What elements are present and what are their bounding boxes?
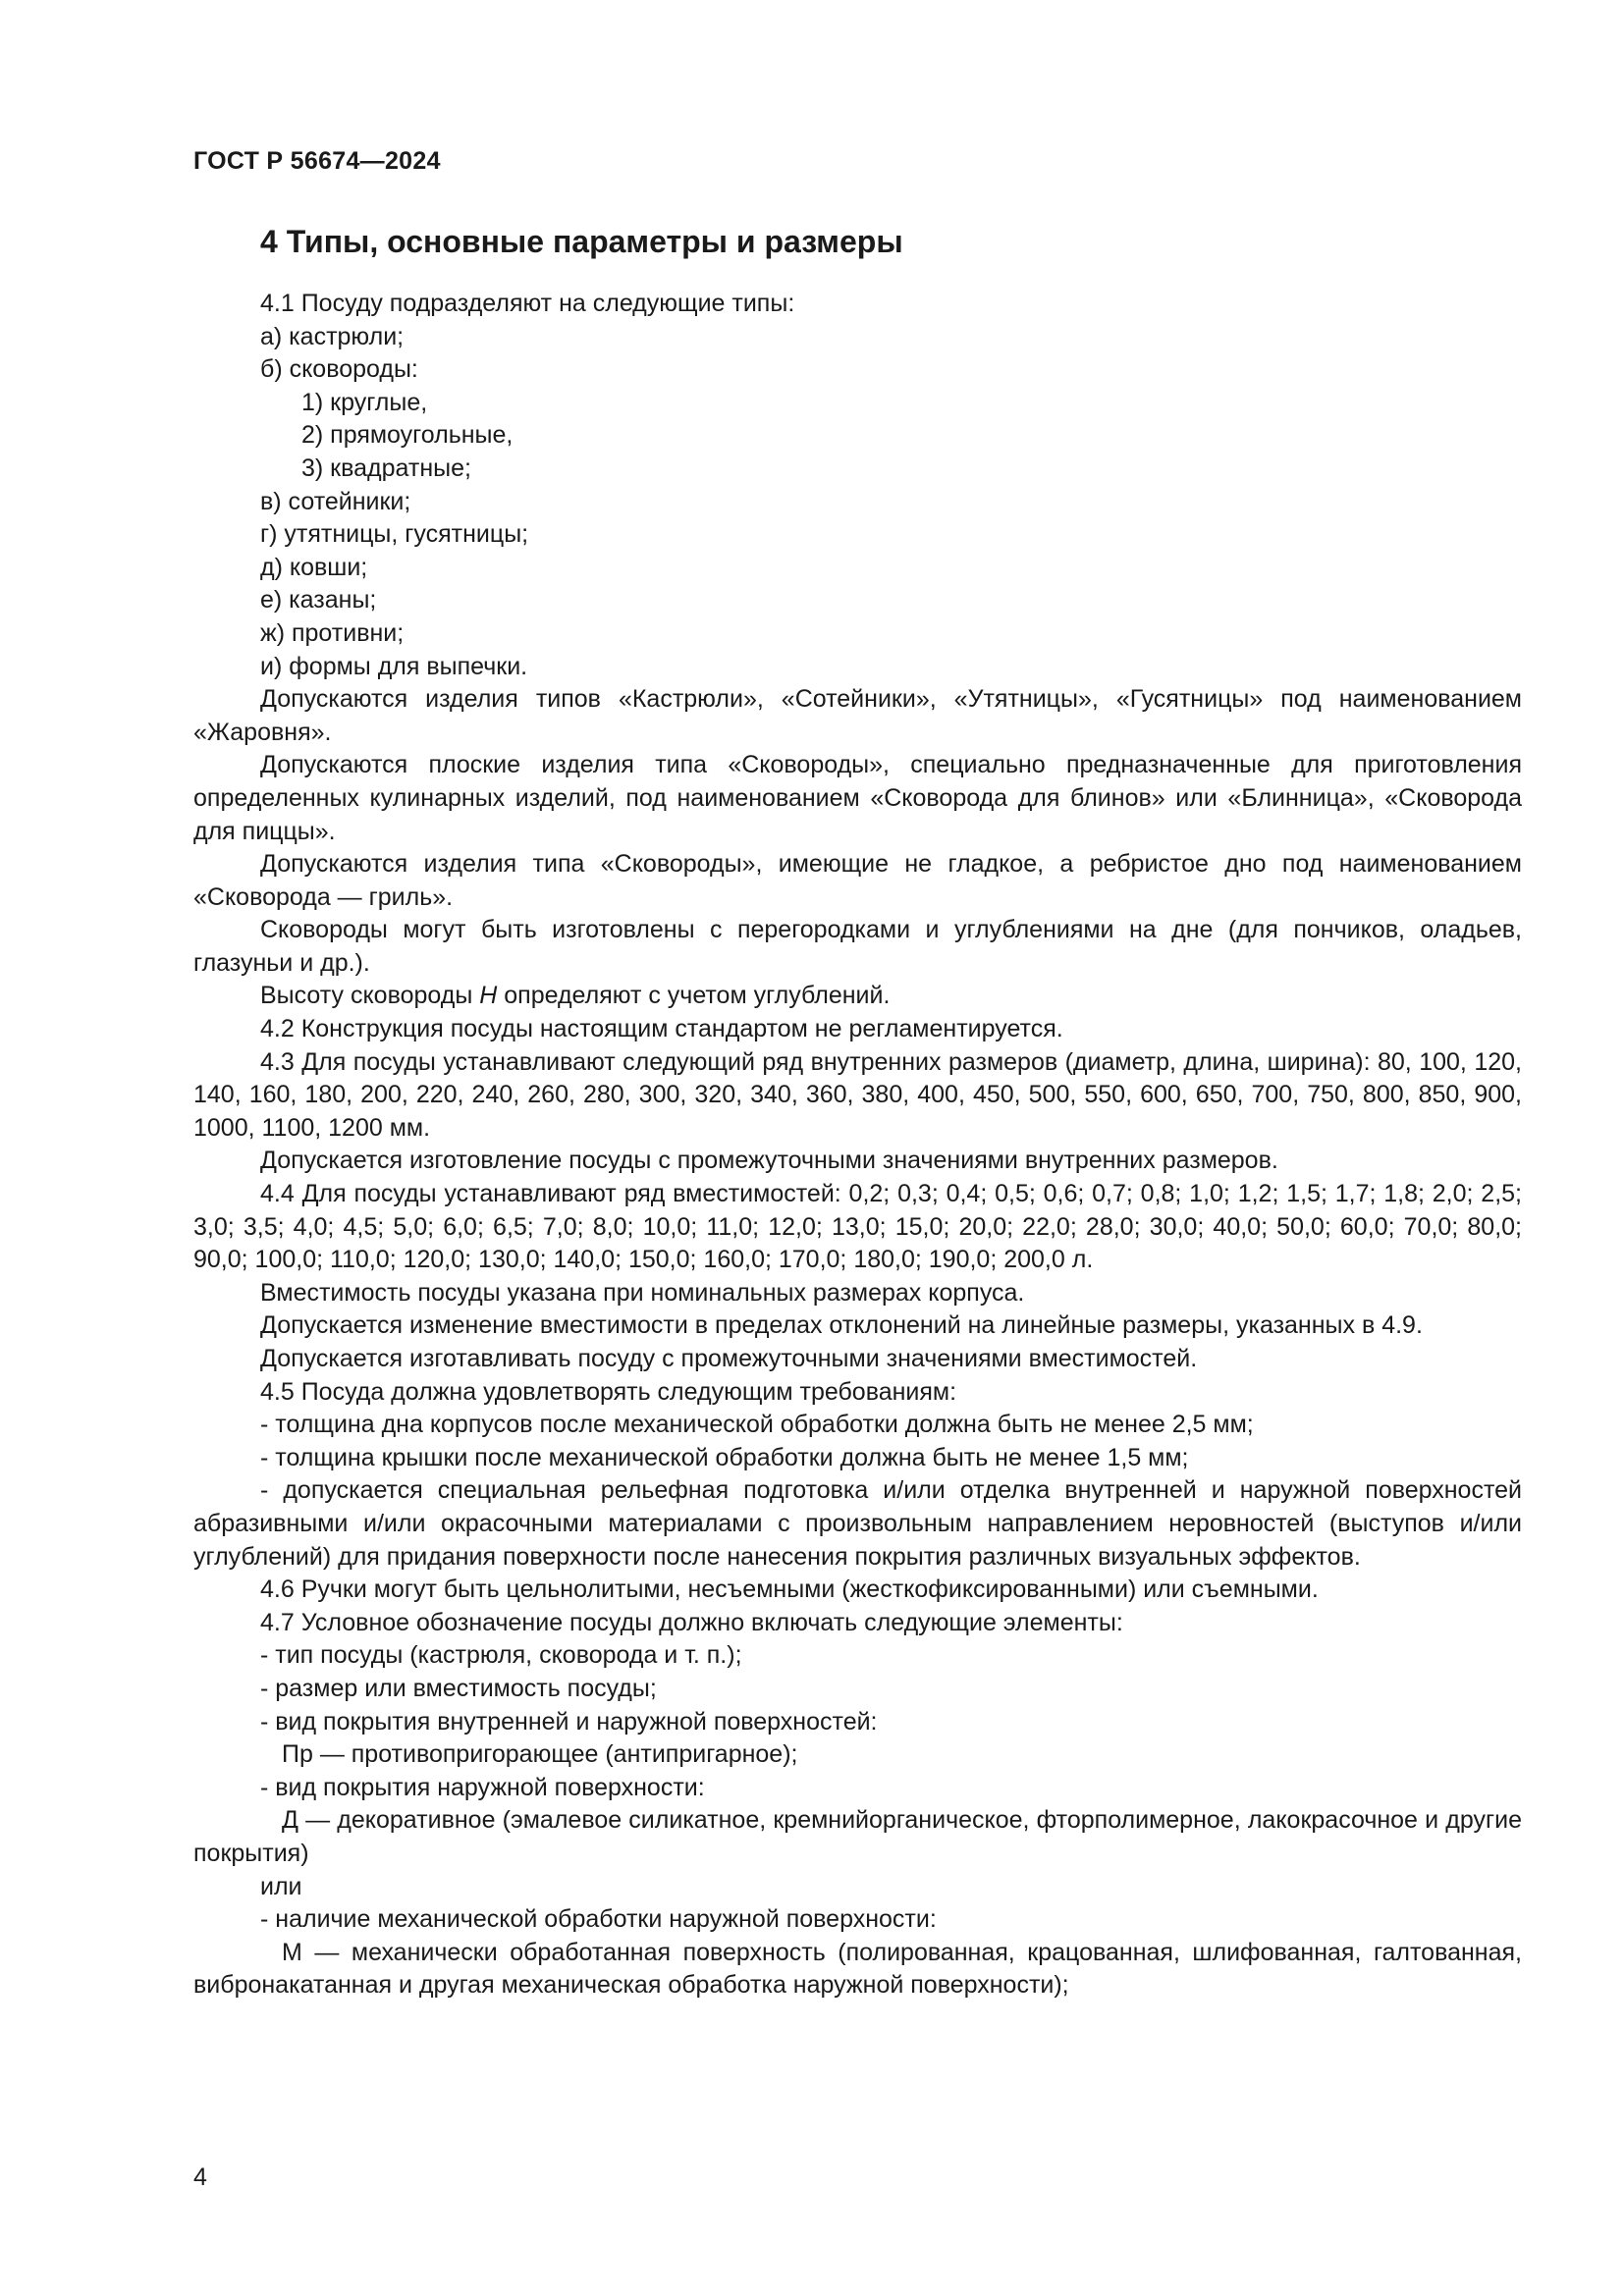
paragraph-height [193,980,1522,1013]
paragraph-4-1: 4.1 Посуду подразделяют на следующие типы: [260,290,795,317]
document-body [193,288,1522,2002]
paragraph-intermediate-sizes: Допускается изготовление посуды с промежуточными значениями внутренних размеров. [260,1147,1278,1175]
designation-item-machining: - наличие механической обработки наружной поверхности: [260,1905,937,1934]
list-item-b: б) сковороды: [260,355,418,384]
list-item-d: д) ковши; [260,553,368,581]
designation-item-outer-coating: - вид покрытия наружной поверхности: [260,1773,705,1801]
paragraph-4-5: 4.5 Посуда должна удовлетворять следующим требованиям: [260,1377,957,1406]
paragraph-4-2: 4.2 Конструкция посуды настоящим стандартом не регламентируется. [260,1015,1063,1043]
paragraph-4-3: 4.3 Для посуды устанавливают следующий ряд внутренних размеров (диаметр, длина, ширина): 80, 100, 120, 140, 160, 180, 200, 220, 240, 260, 280, 300, 320, 340, 360, 380, 400, 450, 500, 550, 600, 650, 700, 750, 800, 850, 900, 1000, 1100, 1200 мм. [193,1047,1522,1142]
list-item-a: а) кастрюли; [260,322,405,350]
machining-code-m: М — механически обработанная поверхность (полированная, крацованная, шлифованная, галтованная, вибронакатанная и другая механическая обработка наружной поверхности); [193,1938,1522,2000]
requirement-bottom-thickness: - толщина дна корпусов после механической обработки должна быть не менее 2,5 мм; [260,1411,1254,1439]
paragraph-4-7: 4.7 Условное обозначение посуды должно включать следующие элементы: [260,1608,1123,1636]
height-symbol: H [479,982,498,1010]
list-item-i: и) формы для выпечки. [260,652,528,680]
sublist-item-2: 2) прямоугольные, [301,421,514,450]
paragraph-4-6: 4.6 Ручки могут быть цельнолитыми, несъемными (жесткофиксированными) или съемными. [260,1575,1319,1604]
height-text-end: определяют с учетом углублений. [504,982,891,1010]
paragraph-grill-pan: Допускаются изделия типа «Сковороды», имеющие не гладкое, а ребристое дно под наименованием «Сковорода — гриль». [193,850,1522,911]
list-item-zh: ж) противни; [260,618,405,647]
list-item-e: е) казаны; [260,586,377,614]
section-title: 4 Типы, основные параметры и размеры [260,224,903,259]
list-item-g: г) утятницы, гусятницы; [260,520,529,549]
paragraph-4-4: 4.4 Для посуды устанавливают ряд вместимостей: 0,2; 0,3; 0,4; 0,5; 0,6; 0,7; 0,8; 1,0; 1,2; 1,5; 1,7; 1,8; 2,0; 2,5; 3,0; 3,5; 4,0; 4,5; 5,0; 6,0; 6,5; 7,0; 8,0; 10,0; 11,0; 12,0; 13,0; 15,0; 20,0; 22,0; 28,0; 30,0; 40,0; 50,0; 60,0; 70,0; 80,0; 90,0; 100,0; 110,0; 120,0; 130,0; 140,0; 150,0; 160,0; 170,0; 180,0; 190,0; 200,0 л. [193,1180,1522,1274]
height-text-start: Высоту сковороды [260,982,473,1010]
paragraph-intermediate-capacities: Допускается изготавливать посуду с промежуточными значениями вместимостей. [260,1345,1198,1372]
conjunction-or: или [260,1872,302,1900]
sublist-item-3: 3) квадратные; [301,454,471,482]
designation-item-type: - тип посуды (кастрюля, сковорода и т. п.); [260,1641,742,1670]
page-number: 4 [193,2163,207,2191]
designation-item-coating: - вид покрытия внутренней и наружной поверхностей: [260,1707,878,1735]
document-code: ГОСТ Р 56674—2024 [193,147,441,175]
designation-item-size: - размер или вместимость посуды; [260,1674,657,1702]
coating-code-pr: Пр — противопригорающее (антипригарное); [282,1740,798,1769]
requirement-lid-thickness: - толщина крышки после механической обработки должна быть не менее 1,5 мм; [260,1443,1189,1471]
paragraph-capacity-deviation: Допускается изменение вместимости в пределах отклонений на линейные размеры, указанных в 4.9. [260,1311,1423,1340]
paragraph-flat-pans: Допускаются плоские изделия типа «Сковороды», специально предназначенные для приготовления определенных кулинарных изделий, под наименованием «Сковорода для блинов» или «Блинница», «Сковорода для пиццы». [193,751,1522,845]
paragraph-partitions: Сковороды могут быть изготовлены с перегородками и углублениями на дне (для пончиков, оладьев, глазуньи и др.). [193,916,1522,977]
paragraph-roaster: Допускаются изделия типов «Кастрюли», «Сотейники», «Утятницы», «Гусятницы» под наименованием «Жаровня». [193,685,1522,746]
requirement-surface-finish: - допускается специальная рельефная подготовка и/или отделка внутренней и наружной поверхностей абразивными и/или окрасочными материалами с произвольным направлением неровностей (выступов и/или углублений) для придания поверхности после нанесения покрытия различных визуальных эффектов. [193,1476,1522,1571]
sublist-item-1: 1) круглые, [301,388,428,416]
coating-code-d: Д — декоративное (эмалевое силикатное, кремнийорганическое, фторполимерное, лакокрасочное и другие покрытия) [193,1806,1522,1867]
paragraph-capacity-nominal: Вместимость посуды указана при номинальных размерах корпуса. [260,1278,1025,1307]
list-item-v: в) сотейники; [260,487,411,515]
